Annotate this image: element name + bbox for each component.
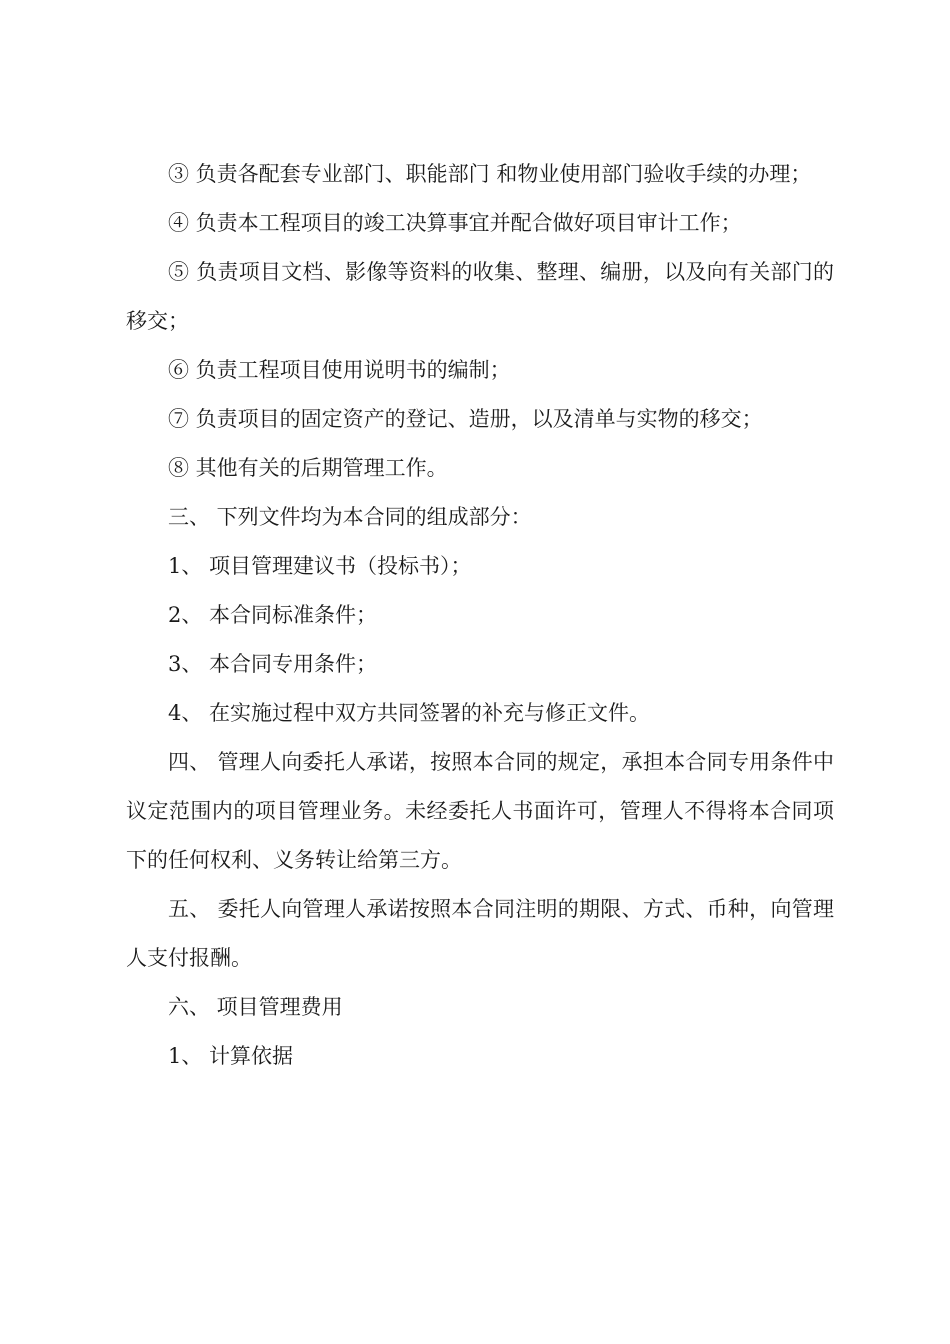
list-item-1: 1、 项目管理建议书（投标书）； — [168, 554, 472, 578]
paragraph-item-3: ③ 负责各配套专业部门、职能部门 和物业使用部门验收手续的办理； — [168, 162, 812, 186]
section-three-heading: 三、 下列文件均为本合同的组成部分： — [168, 505, 532, 529]
section-four-paragraph: 四、 管理人向委托人承诺，按照本合同的规定，承担本合同专用条件中议定范围内的项目管理业务。未经委托人书面许可，管理人不得将本合同项下的任何权利、义务转让给第三方。 — [126, 750, 834, 872]
subsection-calculation-basis: 1、 计算依据 — [168, 1044, 294, 1068]
list-item-3: 3、 本合同专用条件； — [168, 652, 378, 676]
paragraph-item-6: ⑥ 负责工程项目使用说明书的编制； — [168, 358, 511, 382]
paragraph-item-7: ⑦ 负责项目的固定资产的登记、造册，以及清单与实物的移交； — [168, 407, 763, 431]
paragraph-item-4: ④ 负责本工程项目的竣工决算事宜并配合做好项目审计工作； — [168, 211, 742, 235]
section-five-paragraph: 五、 委托人向管理人承诺按照本合同注明的期限、方式、币种，向管理人支付报酬。 — [126, 897, 834, 970]
list-item-2: 2、 本合同标准条件； — [168, 603, 378, 627]
section-six-heading: 六、 项目管理费用 — [168, 995, 343, 1019]
paragraph-item-5: ⑤ 负责项目文档、影像等资料的收集、整理、编册，以及向有关部门的移交； — [126, 260, 834, 333]
list-item-4: 4、 在实施过程中双方共同签署的补充与修正文件。 — [168, 701, 651, 725]
document-body — [126, 150, 834, 1081]
paragraph-item-8: ⑧ 其他有关的后期管理工作。 — [168, 456, 448, 480]
